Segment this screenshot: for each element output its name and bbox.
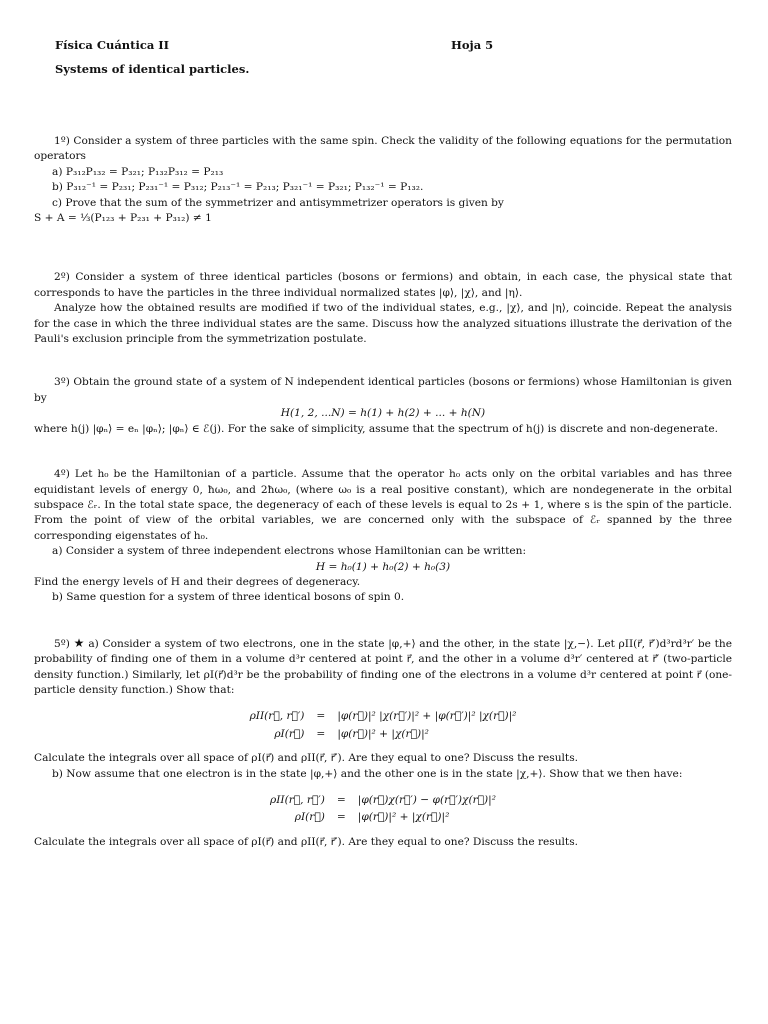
sheet-number: Hoja 5 [451, 38, 494, 52]
problem-5-equations-b [264, 792, 502, 827]
problem-5 [34, 636, 732, 850]
equation-row [244, 708, 523, 725]
equation-rhs: |φ(r⃗)|² + |χ(r⃗)|² [357, 811, 450, 824]
equation-rel: = [336, 794, 346, 806]
problem-1-part-c: c) Prove that the sum of the symmetrizer and antisymmetrizer operators is given by [52, 196, 504, 209]
problem-4-equation: H = h₀(1) + h₀(2) + h₀(3) [315, 560, 451, 573]
equation-row [264, 792, 502, 809]
problem-3 [34, 375, 732, 437]
problem-1-part-c-equation: S + A = ⅓(P₁₂₃ + P₂₃₁ + P₃₁₂) ≠ 1 [34, 212, 212, 225]
problem-2-text-2: Analyze how the obtained results are modified if two of the individual states, e.g., |χ⟩, and |η⟩, coincide. Repeat the analysis for the case in which the three individual states are the same. Discuss how the analyzed situations illustrate the derivation of the Pauli's exclusion principle from the symmetrization postulate. [34, 302, 732, 346]
problem-5-part-b: b) Now assume that one electron is in the state |φ,+⟩ and the other one is in the state |χ,+⟩. Show that we then have: [52, 767, 683, 780]
problem-3-after: where h(j) |φₙ⟩ = eₙ |φₙ⟩; |φₙ⟩ ∈ ℰ(j). For the sake of simplicity, assume that the spectrum of h(j) is discrete and non-degenerate. [34, 422, 718, 435]
problem-3-number: 3º) [54, 376, 70, 389]
sheet-subtitle: Systems of identical particles. [55, 62, 250, 76]
problem-2-text: Consider a system of three identical particles (bosons or fermions) and obtain, in each case, the physical state that corresponds to have the particles in the three individual normalized states |φ⟩, |χ⟩, and |η⟩. [34, 271, 732, 299]
course-title: Física Cuántica II [55, 38, 170, 52]
problem-4-part-a: a) Consider a system of three independent electrons whose Hamiltonian can be written: [52, 545, 527, 558]
problem-4-after: Find the energy levels of H and their degrees of degeneracy. [34, 575, 361, 588]
problem-1 [34, 134, 732, 226]
problem-2-number: 2º) [54, 271, 70, 284]
problem-5-equations-a [244, 708, 523, 743]
star-icon: ★ [73, 635, 85, 650]
equation-lhs: ρII(r⃗, r⃗′) [249, 710, 305, 723]
problem-5-number: 5º) [54, 637, 70, 650]
problem-4 [34, 467, 732, 606]
equation-rhs: |φ(r⃗)|² + |χ(r⃗)|² [337, 727, 429, 740]
equation-rel: = [336, 811, 346, 824]
equation-row [264, 809, 502, 826]
problem-1-number: 1º) [54, 135, 70, 147]
problem-4-part-b: b) Same question for a system of three identical bosons of spin 0. [52, 591, 405, 604]
problem-4-text: Let h₀ be the Hamiltonian of a particle. Assume that the operator h₀ acts only on the orbital variables and has three equidistant levels of energy 0, ħω₀, and 2ħω₀, (where ω₀ is a real positive constant), which are nondegenerate in the orbital subspace ℰᵣ. In the total state space, the degeneracy of each of these levels is equal to 2s + 1, where s is the spin of the particle. From the point of view of the orbital variables, we are concerned only with the subspace of ℰᵣ spanned by the three corresponding eigenstates of h₀. [34, 468, 732, 542]
problem-1-part-a: a) P₃₁₂P₁₃₂ = P₃₂₁; P₁₃₂P₃₁₂ = P₂₁₃ [52, 165, 224, 178]
equation-rhs: |φ(r⃗)|² |χ(r⃗′)|² + |φ(r⃗′)|² |χ(r⃗)|² [337, 710, 517, 723]
problem-5-after-a: Calculate the integrals over all space of ρI(r⃗) and ρII(r⃗, r⃗′). Are they equal to one? Discuss the results. [34, 752, 578, 765]
equation-lhs: ρI(r⃗) [274, 727, 305, 740]
problem-1-text: Consider a system of three particles with the same spin. Check the validity of the following equations for the permutation operators [34, 135, 732, 163]
problem-1-part-b: b) P₃₁₂⁻¹ = P₂₃₁; P₂₃₁⁻¹ = P₃₁₂; P₂₁₃⁻¹ = P₂₁₃; P₃₂₁⁻¹ = P₃₂₁; P₁₃₂⁻¹ = P₁₃₂. [52, 181, 424, 194]
problem-5-after-b: Calculate the integrals over all space of ρI(r⃗) and ρII(r⃗, r⃗′). Are they equal to one? Discuss the results. [34, 835, 578, 848]
problem-3-text: Obtain the ground state of a system of N independent identical particles (bosons or fermions) whose Hamiltonian is given by [34, 376, 732, 404]
equation-rhs: |φ(r⃗)χ(r⃗′) − φ(r⃗′)χ(r⃗)|² [357, 794, 496, 806]
problem-5-text: a) Consider a system of two electrons, one in the state |φ,+⟩ and the other, in the state |χ,−⟩. Let ρII(r⃗, r⃗′)d³rd³r′ be the probability of finding one of them in a volume d³r centered at point r⃗, and the other in a volume d³r′ centered at r⃗′ (two-particle density function.) Similarly, let ρI(r⃗)d³r be the probability of finding one of the electrons in a volume d³r centered at point r⃗ (one-particle density function.) Show that: [34, 637, 732, 696]
problem-list [34, 134, 732, 850]
equation-lhs: ρII(r⃗, r⃗′) [270, 794, 325, 806]
problem-2 [34, 270, 732, 347]
problem-3-equation: H(1, 2, ...N) = h(1) + h(2) + ... + h(N) [280, 407, 486, 420]
equation-row [244, 726, 523, 743]
equation-rel: = [316, 727, 326, 740]
equation-rel: = [316, 710, 326, 723]
equation-lhs: ρI(r⃗) [294, 811, 325, 824]
problem-4-number: 4º) [54, 468, 70, 481]
